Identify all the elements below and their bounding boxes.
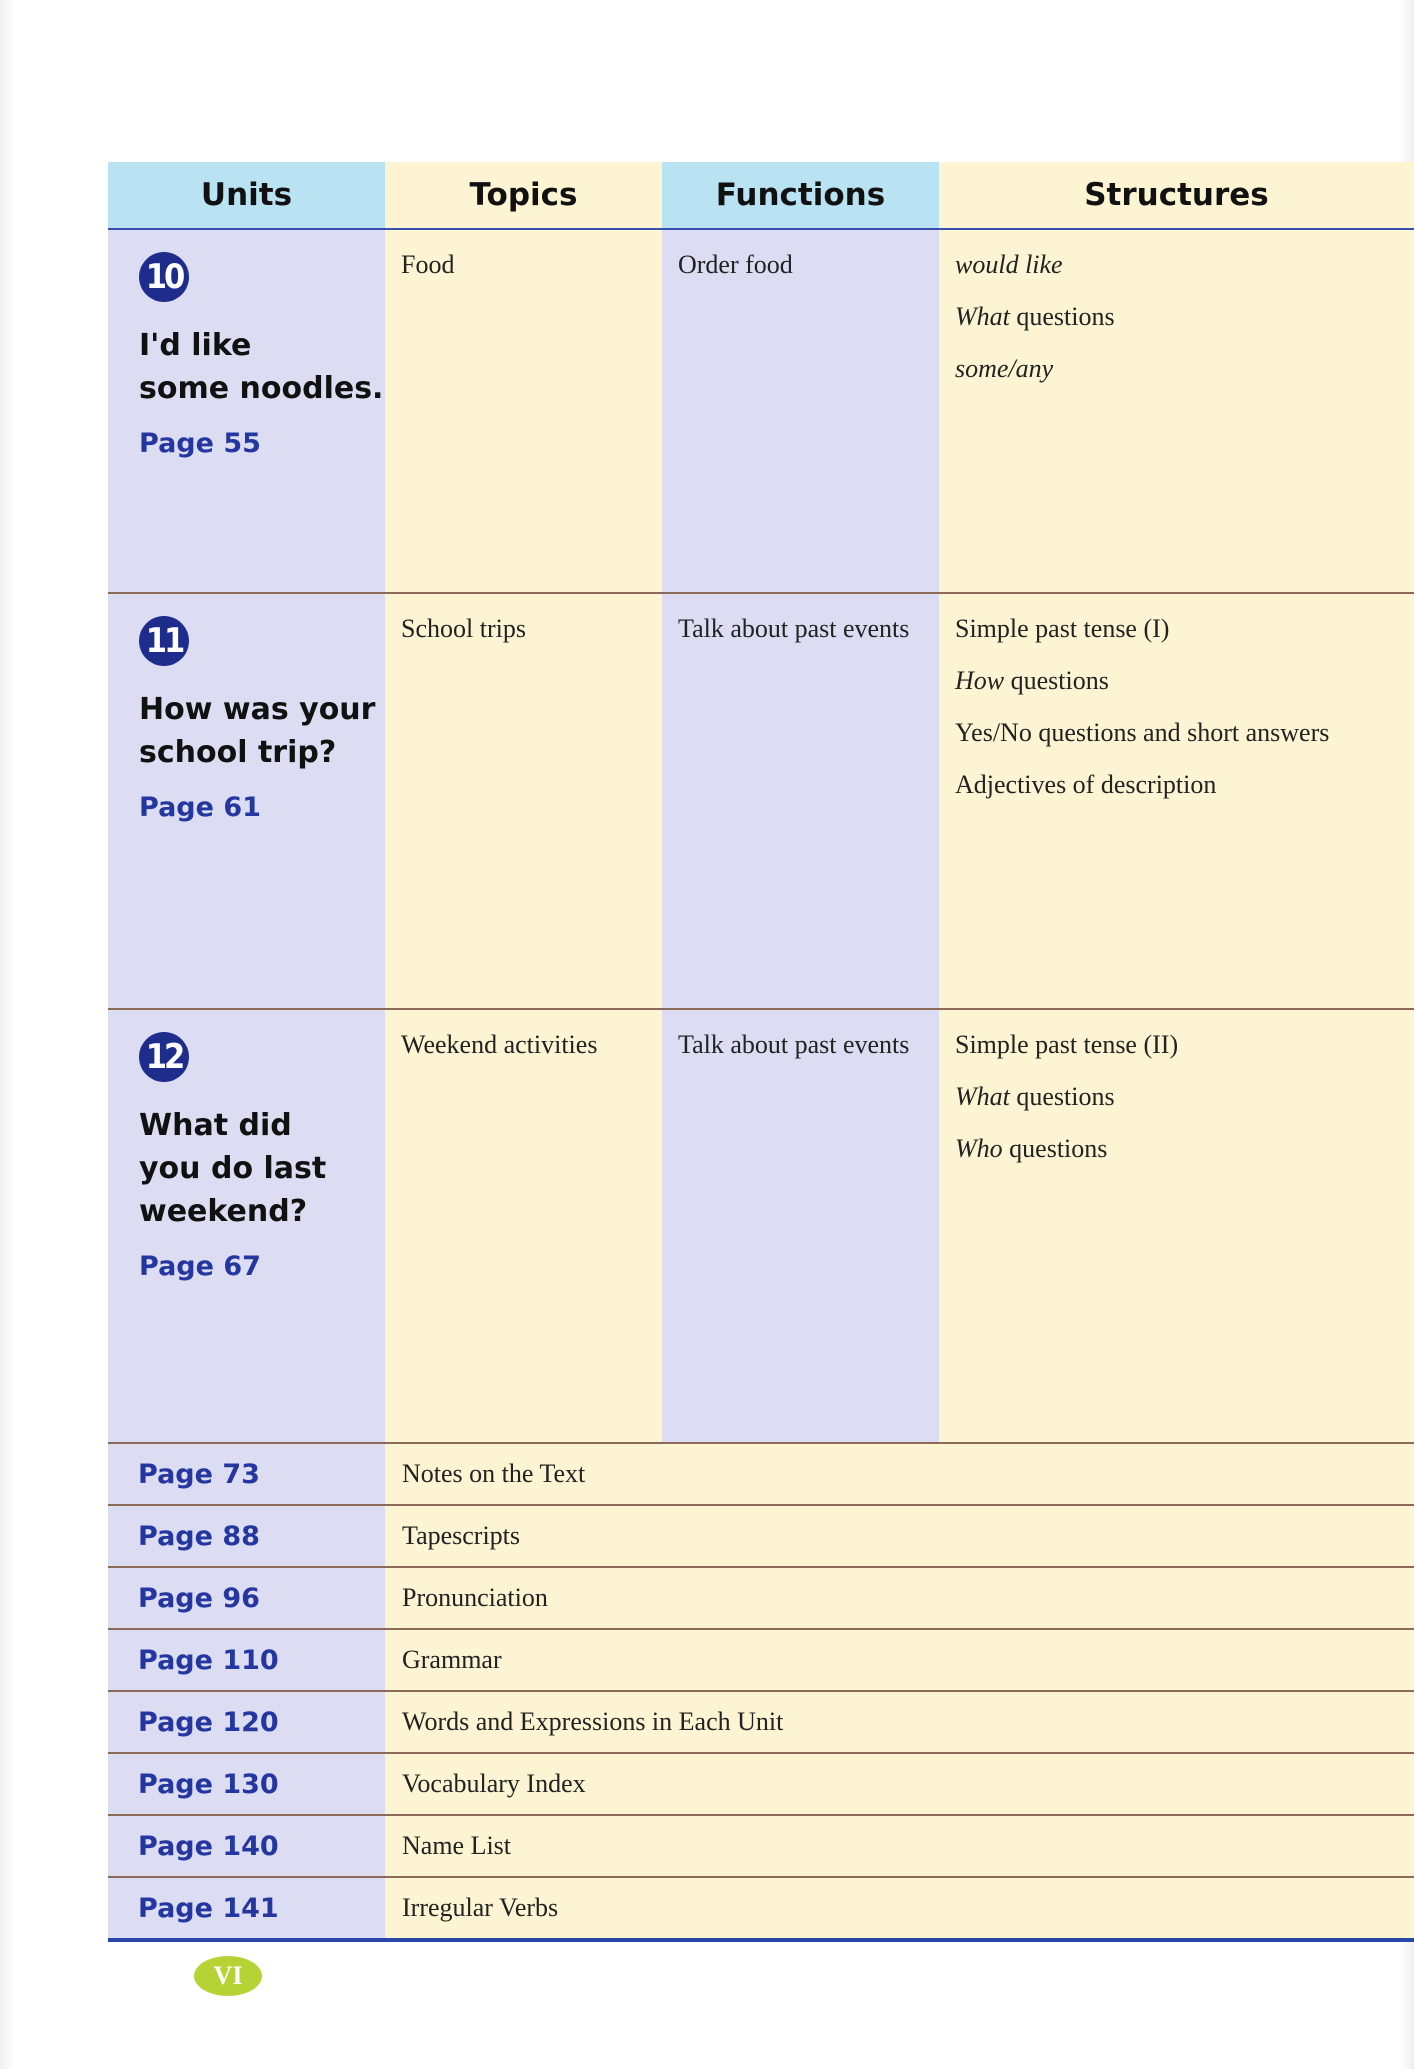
reference-title: Grammar (385, 1630, 1414, 1690)
unit-row (108, 230, 1414, 594)
structure-item: Yes/No questions and short answers (955, 718, 1330, 747)
structure-item: Adjectives of description (955, 770, 1217, 799)
reference-page[interactable]: Page 120 (108, 1692, 385, 1752)
reference-page[interactable]: Page 96 (108, 1568, 385, 1628)
header-topics: Topics (385, 162, 662, 228)
reference-page[interactable]: Page 140 (108, 1816, 385, 1876)
structure-item: Simple past tense (II) (955, 1030, 1179, 1059)
topic-cell: School trips (385, 594, 662, 1008)
unit-cell (108, 1010, 385, 1442)
reference-row[interactable] (108, 1754, 1414, 1816)
reference-row[interactable] (108, 1506, 1414, 1568)
topic-cell: Weekend activities (385, 1010, 662, 1442)
reference-row[interactable] (108, 1878, 1414, 1938)
reference-row[interactable] (108, 1692, 1414, 1754)
unit-page-link[interactable]: Page 61 (139, 792, 261, 823)
unit-row (108, 594, 1414, 1010)
structure-item: some/any (955, 354, 1054, 383)
unit-row (108, 1010, 1414, 1444)
structures-cell (939, 1010, 1414, 1442)
structure-item: Who questions (955, 1134, 1108, 1163)
structure-item: What questions (955, 302, 1115, 331)
reference-page[interactable]: Page 110 (108, 1630, 385, 1690)
unit-cell (108, 230, 385, 592)
function-cell: Order food (662, 230, 939, 592)
reference-title: Pronunciation (385, 1568, 1414, 1628)
header-functions: Functions (662, 162, 939, 228)
structure-item: How questions (955, 666, 1109, 695)
structures-cell (939, 594, 1414, 1008)
unit-cell (108, 594, 385, 1008)
header-units: Units (108, 162, 385, 228)
reference-row[interactable] (108, 1568, 1414, 1630)
header-structures: Structures (939, 162, 1414, 228)
unit-page-link[interactable]: Page 67 (139, 1251, 261, 1282)
reference-page[interactable]: Page 130 (108, 1754, 385, 1814)
reference-title: Name List (385, 1816, 1414, 1876)
topic-cell: Food (385, 230, 662, 592)
reference-page[interactable]: Page 73 (108, 1444, 385, 1504)
reference-title: Tapescripts (385, 1506, 1414, 1566)
reference-row[interactable] (108, 1444, 1414, 1506)
reference-row[interactable] (108, 1630, 1414, 1692)
structures-cell (939, 230, 1414, 592)
reference-row[interactable] (108, 1816, 1414, 1878)
contents-table (108, 162, 1414, 1942)
reference-title: Vocabulary Index (385, 1754, 1414, 1814)
function-cell: Talk about past events (662, 594, 939, 1008)
reference-page[interactable]: Page 88 (108, 1506, 385, 1566)
unit-title: I'd like some noodles. (139, 328, 384, 406)
reference-title: Words and Expressions in Each Unit (385, 1692, 1414, 1752)
table-header (108, 162, 1414, 230)
unit-title: What did you do last weekend? (139, 1108, 327, 1229)
reference-title: Notes on the Text (385, 1444, 1414, 1504)
reference-page[interactable]: Page 141 (108, 1878, 385, 1938)
unit-page-link[interactable]: Page 55 (139, 428, 261, 459)
structure-item: Simple past tense (I) (955, 614, 1170, 643)
structure-item: What questions (955, 1082, 1115, 1111)
function-cell: Talk about past events (662, 1010, 939, 1442)
reference-title: Irregular Verbs (385, 1878, 1414, 1938)
structure-item: would like (955, 250, 1063, 279)
unit-number-badge: 12 (139, 1032, 189, 1082)
unit-title: How was your school trip? (139, 692, 376, 770)
unit-number-badge: 11 (139, 616, 189, 666)
unit-number-badge: 10 (139, 252, 189, 302)
page-number-badge: VI (194, 1956, 262, 1996)
